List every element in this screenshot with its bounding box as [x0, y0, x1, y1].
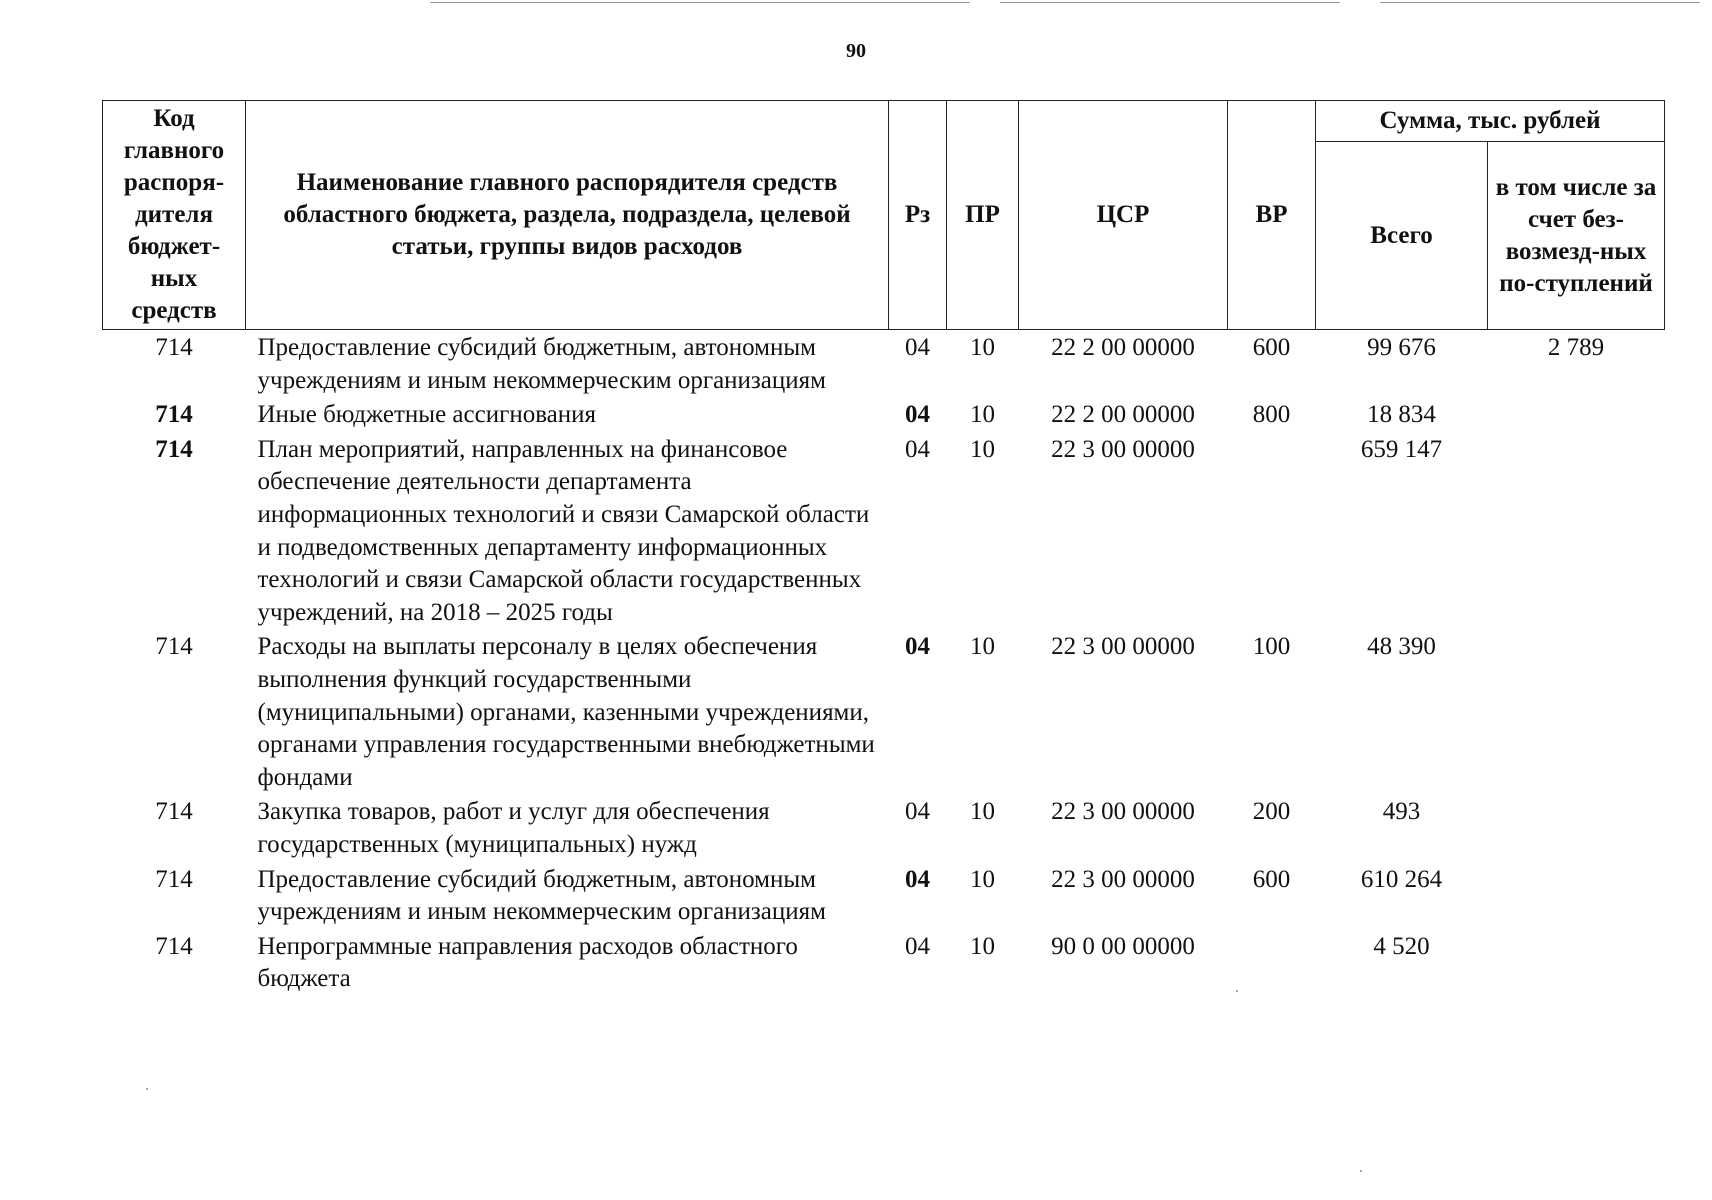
- cell-code: 714: [155, 798, 193, 826]
- cell-total: 18 834: [1367, 401, 1436, 429]
- table-row: [103, 862, 1665, 929]
- cell-gratuitous: [1488, 929, 1665, 996]
- table-row: [103, 629, 1665, 794]
- cell-code: 714: [155, 435, 193, 463]
- cell-rz: 04: [905, 633, 930, 661]
- cell-total: 4 520: [1373, 932, 1430, 960]
- cell-rz: 04: [905, 932, 930, 960]
- cell-gratuitous: [1488, 397, 1665, 432]
- cell-vr: [1228, 929, 1316, 996]
- header-sum: Сумма, тыс. рублей: [1316, 101, 1665, 142]
- scan-edge-line: [1000, 2, 1340, 3]
- scan-edge-line: [1380, 2, 1700, 3]
- cell-gratuitous: [1488, 629, 1665, 794]
- cell-total: 610 264: [1360, 865, 1443, 893]
- header-gratuitous: в том числе за счет без-возмезд-ных по-ступлений: [1488, 142, 1665, 330]
- cell-gratuitous: [1488, 794, 1665, 861]
- cell-name: Предоставление субсидий бюджетным, автономным учреждениям и иным некоммерческим организациям: [257, 865, 826, 926]
- cell-csr: 22 3 00 00000: [1051, 865, 1195, 893]
- header-vr: ВР: [1228, 101, 1316, 330]
- cell-name: Предоставление субсидий бюджетным, автономным учреждениям и иным некоммерческим организациям: [257, 334, 826, 394]
- cell-code: 714: [155, 633, 193, 661]
- cell-code: 714: [155, 865, 193, 893]
- cell-vr: 800: [1252, 401, 1291, 429]
- cell-code: 714: [155, 401, 193, 429]
- cell-gratuitous: 2 789: [1547, 334, 1605, 361]
- table-row: [103, 432, 1665, 630]
- table-row: [103, 794, 1665, 861]
- cell-name: Расходы на выплаты персоналу в целях обеспечения выполнения функций государственными (муниципальными) органами, казенными учреждениями, органами управления государственными внебюджетными фондами: [257, 633, 875, 791]
- cell-csr: 22 3 00 00000: [1051, 633, 1195, 661]
- cell-total: 659 147: [1360, 435, 1443, 463]
- cell-vr: 600: [1252, 334, 1291, 361]
- table-row: [103, 330, 1665, 398]
- cell-pr: 10: [970, 401, 995, 429]
- cell-code: 714: [155, 932, 193, 960]
- cell-pr: 10: [970, 435, 995, 463]
- cell-gratuitous: [1488, 432, 1665, 630]
- cell-rz: 04: [905, 798, 930, 826]
- cell-gratuitous: [1488, 862, 1665, 929]
- cell-name: Непрограммные направления расходов областного бюджета: [257, 932, 798, 993]
- cell-csr: 22 2 00 00000: [1051, 401, 1195, 429]
- cell-pr: 10: [970, 633, 995, 661]
- cell-csr: 90 0 00 00000: [1051, 932, 1195, 960]
- header-rz: Рз: [889, 101, 947, 330]
- page-number: 90: [846, 40, 866, 62]
- cell-total: 493: [1382, 798, 1421, 826]
- cell-vr: 100: [1252, 633, 1291, 661]
- header-csr: ЦСР: [1019, 101, 1228, 330]
- cell-rz: 04: [905, 401, 930, 429]
- cell-total: 48 390: [1367, 633, 1436, 661]
- cell-rz: 04: [905, 865, 930, 893]
- header-name: Наименование главного распорядителя средств областного бюджета, раздела, подраздела, целевой статьи, группы видов расходов: [246, 101, 889, 330]
- cell-code: 714: [155, 334, 193, 361]
- cell-pr: 10: [970, 932, 995, 960]
- cell-vr: 600: [1252, 865, 1291, 893]
- cell-csr: 22 3 00 00000: [1051, 798, 1195, 826]
- table-row: [103, 929, 1665, 996]
- cell-rz: 04: [905, 435, 930, 463]
- header-code: Код главного распоря-дителя бюджет-ных средств: [103, 101, 246, 330]
- cell-name: Иные бюджетные ассигнования: [257, 401, 597, 429]
- cell-pr: 10: [970, 334, 995, 361]
- table-row: [103, 397, 1665, 432]
- cell-pr: 10: [970, 798, 995, 826]
- cell-total: 99 676: [1367, 334, 1436, 361]
- scan-speck: [146, 1088, 148, 1090]
- cell-csr: 22 2 00 00000: [1051, 334, 1195, 361]
- cell-vr: 200: [1252, 798, 1291, 826]
- cell-vr: [1228, 432, 1316, 630]
- cell-name: Закупка товаров, работ и услуг для обеспечения государственных (муниципальных) нужд: [257, 798, 770, 858]
- cell-name: План мероприятий, направленных на финансовое обеспечение деятельности департамента информационных технологий и связи Самарской области и подведомственных департаменту информационных технологий и связи Самарской области государственных учреждений, на 2018 – 2025 годы: [257, 435, 870, 626]
- cell-rz: 04: [905, 334, 930, 361]
- budget-table: [102, 100, 1665, 996]
- header-total: Всего: [1316, 142, 1488, 330]
- scan-speck: [1360, 1170, 1362, 1172]
- scan-edge-line: [430, 2, 970, 3]
- header-pr: ПР: [947, 101, 1019, 330]
- cell-pr: 10: [970, 865, 995, 893]
- cell-csr: 22 3 00 00000: [1051, 435, 1195, 463]
